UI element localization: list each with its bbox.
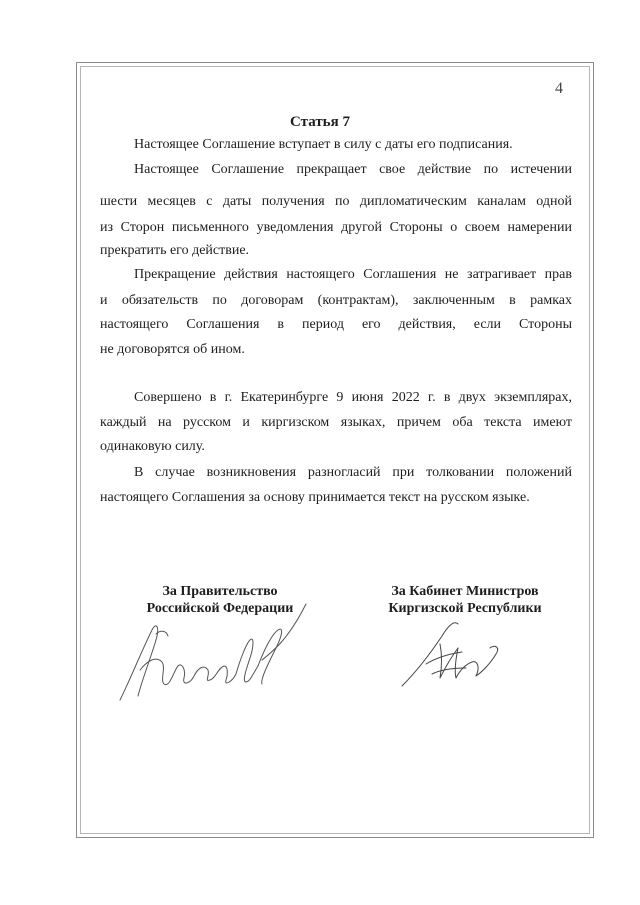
- page-number: 4: [555, 80, 563, 97]
- article-line-1: Настоящее Соглашение вступает в силу с даты его подписания.: [134, 137, 513, 152]
- closing-line-2: каждый на русском и киргизском языках, причем оба текста имеют: [100, 415, 572, 430]
- signature-party-russia-line1: За Правительство: [162, 584, 278, 599]
- closing-line-5: настоящего Соглашения за основу принимается текст на русском языке.: [100, 490, 530, 505]
- article-line-3: шести месяцев с даты получения по дипломатическим каналам одной: [100, 194, 572, 209]
- signature-party-kyrgyzstan-line1: За Кабинет Министров: [391, 584, 539, 599]
- closing-line-1: Совершено в г. Екатеринбурге 9 июня 2022 г. в двух экземплярах,: [134, 390, 572, 405]
- article-line-2: Настоящее Соглашение прекращает свое действие по истечении: [134, 162, 572, 177]
- signature-party-russia-line2: Российской Федерации: [146, 601, 294, 616]
- closing-line-4: В случае возникновения разногласий при толковании положений: [134, 465, 572, 480]
- closing-line-3: одинаковую силу.: [100, 439, 205, 454]
- signature-handwritten-right: [396, 614, 506, 692]
- article-line-4: из Сторон письменного уведомления другой Стороны о своем намерении: [100, 220, 572, 235]
- article-line-5: прекратить его действие.: [100, 243, 250, 258]
- article-line-8: настоящего Соглашения в период его действия, если Стороны: [100, 317, 572, 332]
- signature-party-kyrgyzstan-line2: Киргизской Республики: [388, 601, 542, 616]
- article-line-6: Прекращение действия настоящего Соглашения не затрагивает прав: [134, 267, 572, 282]
- article-heading: Статья 7: [290, 114, 350, 130]
- article-line-7: и обязательств по договорам (контрактам), заключенным в рамках: [100, 293, 572, 308]
- article-line-9: не договорятся об ином.: [100, 342, 245, 357]
- signature-party-kyrgyzstan: [360, 583, 570, 617]
- signature-handwritten-left: [112, 600, 312, 710]
